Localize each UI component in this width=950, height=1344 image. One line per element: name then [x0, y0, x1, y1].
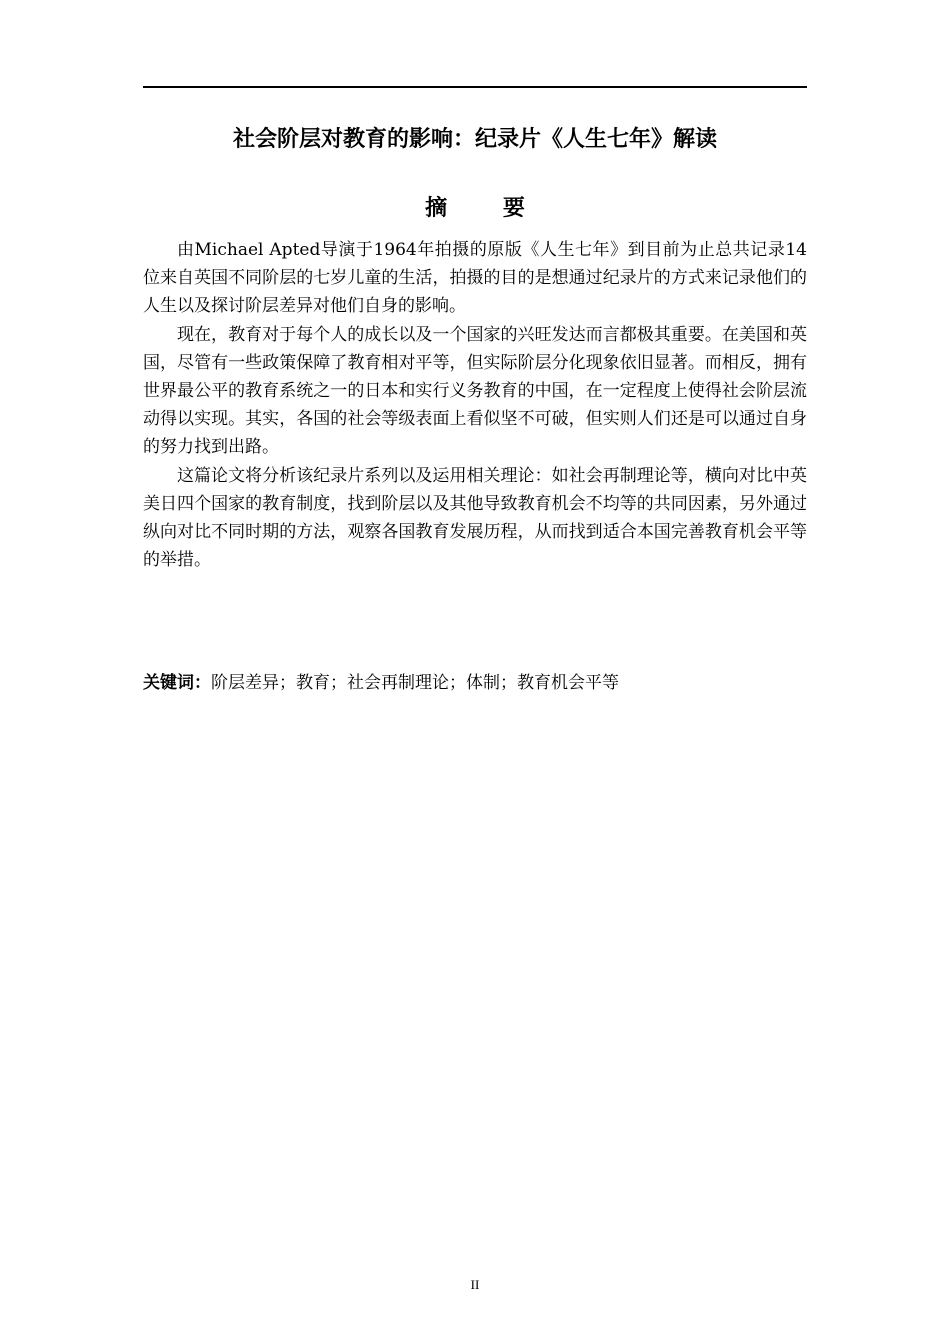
abstract-paragraph-1: 由Michael Apted导演于1964年拍摄的原版《人生七年》到目前为止总共记录14位来自英国不同阶层的七岁儿童的生活，拍摄的目的是想通过纪录片的方式来记录他们的人生以及探讨阶层差异对他们自身的影响。 [143, 240, 807, 317]
keywords-line [143, 668, 807, 698]
abstract-heading: 摘 要 [425, 196, 549, 221]
abstract-body [143, 236, 807, 574]
abstract-paragraph-3: 这篇论文将分析该纪录片系列以及运用相关理论：如社会再制理论等，横向对比中英美日四个国家的教育制度，找到阶层以及其他导致教育机会不均等的共同因素，另外通过纵向对比不同时期的方法，观察各国教育发展历程，从而找到适合本国完善教育机会平等的举措。 [143, 465, 807, 571]
header-rule [143, 86, 807, 88]
abstract-paragraph-2: 现在，教育对于每个人的成长以及一个国家的兴旺发达而言都极其重要。在美国和英国，尽管有一些政策保障了教育相对平等，但实际阶层分化现象依旧显著。而相反，拥有世界最公平的教育系统之一的日本和实行义务教育的中国，在一定程度上使得社会阶层流动得以实现。其实，各国的社会等级表面上看似坚不可破，但实则人们还是可以通过自身的努力找到出路。 [143, 324, 807, 458]
page-number: II [470, 1277, 480, 1292]
keywords-label: 关键词： [143, 673, 211, 693]
paper-title: 社会阶层对教育的影响：纪录片《人生七年》解读 [232, 127, 717, 152]
keywords-text: 阶层差异；教育；社会再制理论；体制；教育机会平等 [211, 673, 619, 693]
